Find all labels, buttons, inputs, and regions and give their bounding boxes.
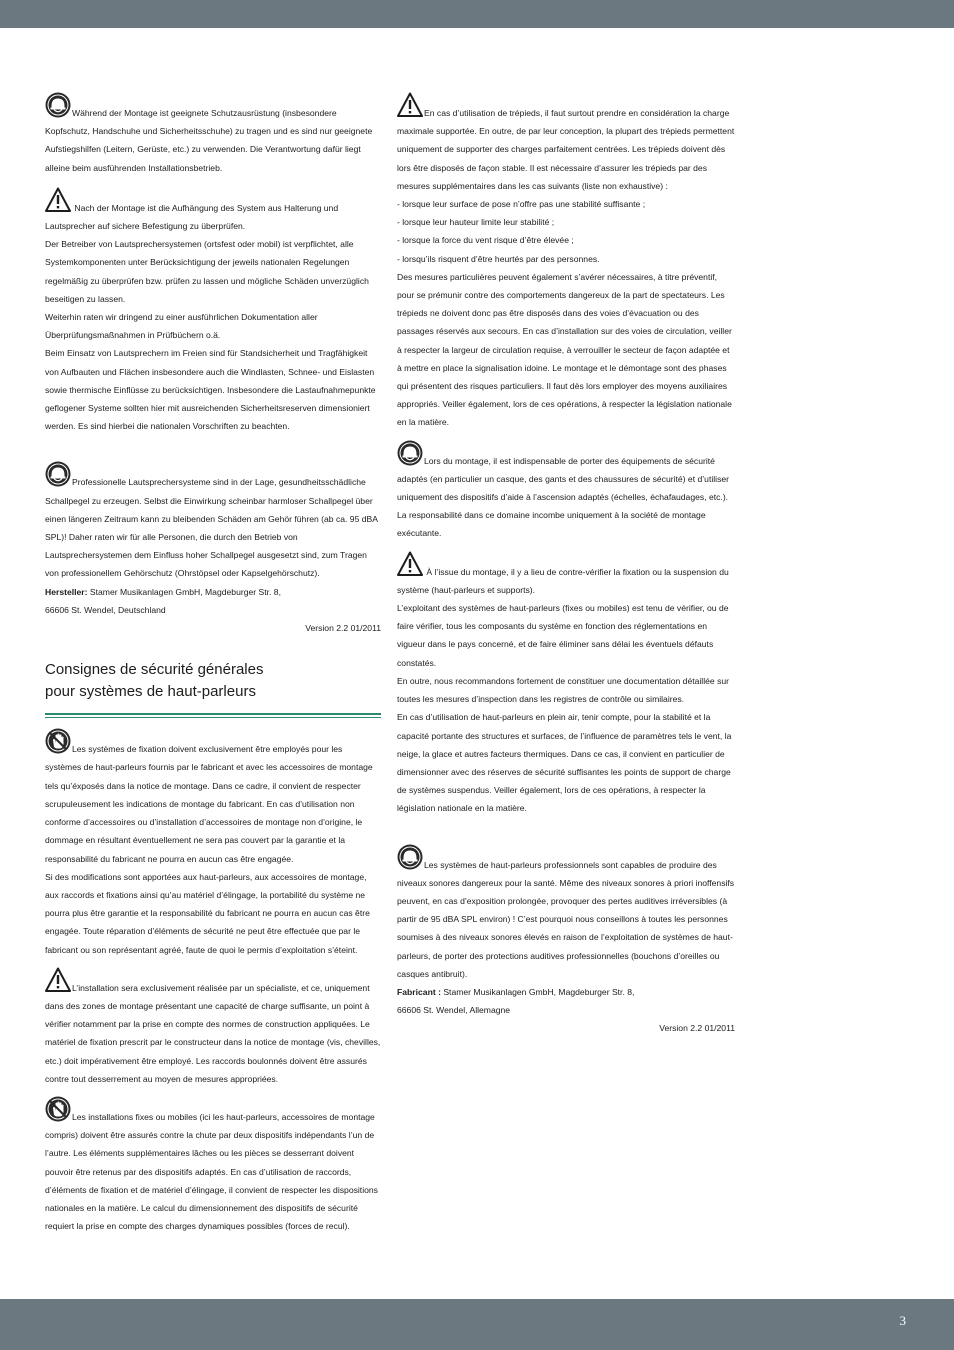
fr-tripod-list-item-3: - lorsque la force du vent risque d’être élevée ; [397, 235, 574, 246]
fr-fall-protection-text: Les installations fixes ou mobiles (ici les haut-parleurs, accessoires de montage compris) doivent être assurés contre la chute par deux dispositifs indépendants l’un de l’autre. Les éléments supplémentaires lâches ou les pièces se desserrant doivent pouvoir être retenus par des dispositifs adaptés. En cas d’utilisation de raccords, d’éléments de fixation et de matériel d’élingage, il convient de respecter les dispositions nationales en la matière. Le calcul du dimensionnement des dispositifs de sécurité requiert la prise en compte des charges dynamiques possibles (forces de recul). [45, 1111, 378, 1232]
warning-triangle-icon [45, 967, 71, 993]
fr-inspection-text-4: En cas d’utilisation de haut-parleurs en plein air, tenir compte, pour la stabilité et la capacité portante des structures et surfaces, de l’influence de paramètres tels le vent, la neige, la glace et autres facteurs thermiques. Dans ce cas, il convient en particulier de dimensionner avec des réserves de sécurité suffisantes les points de support de charge de systèmes suspendus. Veiller également, lors de ces opérations, à respecter la législation nationale en la matière. [397, 712, 732, 814]
heading-line-2: pour systèmes de haut-parleurs [45, 683, 256, 701]
fr-tripod-list-item-2: - lorsque leur hauteur limite leur stabilité ; [397, 217, 555, 228]
fr-fixing-text-2: Si des modifications sont apportées aux haut-parleurs, aux accessoires de montage, aux raccords et fixations ainsi qu’au matériel d’élingage, la portabilité du système ne pourra plus être garantie et la responsabilité du fabricant ne pourra en aucun cas être engagée. Toute réparation d’éléments de sécurité ne peut être effectuée que par le fabricant ou son représentant agréé, faute de quoi le permis d’exploitation s’éteint. [45, 871, 370, 955]
helmet-ppe-icon [45, 461, 71, 487]
hand-stop-icon [45, 728, 71, 754]
fr-noise-text: Les systèmes de haut-parleurs professionnels sont capables de produire des niveaux sonores dangereux pour la santé. Même des niveaux sonores à priori inoffensifs peuvent, en cas d’exposition prolongée, provoquer des pertes auditives irréversibles (à partir de 95 dBA SPL environ) ! C’est pourquoi nous conseillons à toutes les personnes soumises à des niveaux sonores élevés en raison de l’exploitation de systèmes de haut-parleurs, de porter des protections auditives professionnelles (bouchons d’oreilles ou casques antibruit). [397, 859, 735, 979]
manufacturer-name: Stamer Musikanlagen GmbH, Magdeburger Str. 8, [89, 586, 281, 597]
warning-triangle-icon [45, 187, 71, 213]
de-inspection-text-1: Nach der Montage ist die Aufhängung des System aus Halterung und Lautsprecher auf sichere Befestigung zu überprüfen. [45, 202, 339, 232]
warning-triangle-icon [397, 92, 423, 118]
fr-tripod-text-2: Des mesures particulières peuvent également s’avérer nécessaires, à titre préventif, pour se prémunir contre des comportements dangereux de la part de spectateurs. Les trépieds ne doivent donc pas être disposés dans des voies d’évacuation ou des passages réservés aux secours. En cas d’installation sur des voies de circulation, veiller à respecter la largeur de circulation requise, à verrouiller le secteur de façon adaptée et à mettre en place la signalisation idoine. Le montage et le démontage sont des phases qui présentent des risques particuliers. Il faut dès lors employer des moyens auxiliaires appropriés. Veiller également, lors de ces opérations, à respecter la législation nationale en la matière. [397, 271, 732, 428]
de-noise-block [45, 461, 381, 637]
fr-inspection-block [397, 551, 735, 818]
fr-installation-block [45, 967, 381, 1088]
fr-ppe-block [397, 440, 735, 543]
fr-tripod-list-item-4: - lorsqu’ils risquent d’être heurtés par des personnes. [397, 253, 600, 264]
manufacturer-label: Hersteller: [45, 586, 88, 597]
manufacturer-address: 66606 St. Wendel, Deutschland [45, 604, 166, 615]
warning-triangle-icon [397, 551, 423, 577]
fr-tripod-list-item-1: - lorsque leur surface de pose n’offre pas une stabilité suffisante ; [397, 199, 646, 210]
fr-fixing-block [45, 728, 381, 958]
heading-rule [45, 713, 381, 715]
fr-inspection-text-3: En outre, nous recommandons fortement de constituer une documentation détaillée sur toutes les mesures d’inspection dans les registres de contrôle ou similaires. [397, 675, 730, 705]
fr-fall-protection-block [45, 1096, 381, 1235]
heading-rule-thin [45, 717, 381, 718]
de-inspection-text-2: Der Betreiber von Lautsprechersystemen (ortsfest oder mobil) ist verpflichtet, alle Systemkomponenten unter Berücksichtigung der jeweils nationalen Regelungen regelmäßig zu überprüfen bzw. prüfen zu lassen und mögliche Schäden unverzüglich beseitigen zu lassen. [45, 239, 369, 304]
fr-tripod-text-1: En cas d’utilisation de trépieds, il faut surtout prendre en considération la charge maximale supportée. En outre, de par leur conception, la plupart des trépieds permettent uniquement de supporter des charges parfaitement centrées. Les trépieds doivent dès lors être disposés de façon stable. Il est nécessaire d’assurer les trépieds par des mesures supplémentaires dans les cas suivants (liste non exhaustive) : [397, 108, 735, 191]
de-ppe-text: Während der Montage ist geeignete Schutzausrüstung (insbesondere Kopfschutz, Handschuhe und Sicherheitsschuhe) zu tragen und es sind nur geeignete Aufstiegshilfen (Leitern, Gerüste, etc.) zu verwenden. Die Verantwortung dafür liegt alleine beim ausführenden Installationsbetrieb. [45, 108, 373, 173]
top-bar [0, 0, 954, 28]
right-column [397, 92, 735, 1038]
bottom-bar [0, 1299, 954, 1350]
page-number: 3 [899, 1313, 906, 1328]
helmet-ppe-icon [397, 844, 423, 870]
fr-fixing-text-1: Les systèmes de fixation doivent exclusivement être employés pour les systèmes de haut-parleurs fournis par le fabricant et avec les accessoires de montage tels qu’éxposés dans la notice de montage. Dans ce cadre, il convient de respecter scrupuleusement les indications de montage du fabricant. En cas d’utilisation non conforme d’accessoires ou d’installation d’accessoires de montage non d’origine, le dommage en résultant éventuellement ne sera pas couvert par la garantie et la responsabilité du fabricant ne pourra en aucun cas être engagée. [45, 744, 373, 864]
de-inspection-text-4: Beim Einsatz von Lautsprechern im Freien sind für Standsicherheit und Tragfähigkeit von Aufbauten und Flächen insbesondere auch die Windlasten, Schnee- und Eislasten sowie thermische Einflüsse zu berücksichtigen. Insbesondere die Lastaufnahmepunkte geflogener Systeme sollten hier mit ausreichenden Sicherheitsreserven dimensioniert werden. Es sind hierbei die nationalen Vorschriften zu beachten. [45, 348, 376, 432]
manufacturer-label: Fabricant : [397, 986, 441, 997]
left-column [45, 92, 381, 1235]
heading-line-1: Consignes de sécurité générales [45, 661, 264, 679]
de-inspection-block [45, 187, 381, 436]
fr-noise-block [397, 844, 735, 1038]
de-inspection-text-3: Weiterhin raten wir dringend zu einer ausführlichen Dokumentation aller Überprüfungsmaßnahmen in Prüfbüchern o.ä. [45, 312, 318, 341]
de-ppe-block [45, 92, 381, 177]
version-label: Version 2.2 01/2011 [305, 623, 381, 634]
helmet-ppe-icon [45, 92, 71, 118]
helmet-ppe-icon [397, 440, 423, 466]
manufacturer-address: 66606 St. Wendel, Allemagne [397, 1005, 511, 1016]
fr-inspection-text-1: À l’issue du montage, il y a lieu de contre-vérifier la fixation ou la suspension du système (haut-parleurs et supports). [397, 566, 729, 595]
fr-tripod-block [397, 92, 735, 432]
hand-stop-icon [45, 1096, 71, 1122]
fr-installation-text: L’installation sera exclusivement réalisée par un spécialiste, et ce, uniquement dans des zones de montage présentant une capacité de charge suffisante, un point à vérifier notamment par la prise en compte des normes de construction appliquées. Le matériel de fixation prescrit par le constructeur dans la notice de montage (vis, chevilles, etc.) doit impérativement être employé. Les raccords boulonnés doivent être assurés contre tout desserrement au moyen de mesures appropriées. [45, 982, 381, 1084]
de-noise-text: Professionelle Lautsprechersysteme sind in der Lage, gesundheitsschädliche Schallpegel zu erzeugen. Selbst die Einwirkung scheinbar harmloser Schallpegel über einen längeren Zeitraum kann zu bleibenden Schäden am Gehör führen (ab ca. 95 dBA SPL)! Daher raten wir für alle Personen, die durch den Betrieb von Lautsprechersystemen dem Einfluss hoher Schallpegel ausgesetzt sind, zum Tragen von professionellem Gehörschutz (Ohrstöpsel oder Kapselgehörschutz). [45, 477, 378, 579]
manufacturer-name: Stamer Musikanlagen GmbH, Magdeburger Str. 8, [443, 986, 635, 997]
fr-inspection-text-2: L’exploitant des systèmes de haut-parleurs (fixes ou mobiles) est tenu de vérifier, ou de faire vérifier, tous les composants du système en fonction des réglementations en vigueur dans le pays concerné, et de faire éliminer sans délai les éventuels défauts constatés. [397, 603, 729, 668]
section-heading [45, 659, 381, 718]
version-label: Version 2.2 01/2011 [659, 1023, 735, 1034]
fr-ppe-text: Lors du montage, il est indispensable de porter des équipements de sécurité adaptés (en particulier un casque, des gants et des chaussures de sécurité) et d’utiliser uniquement des dispositifs d’aide à l’ascension adaptés (échelles, échafaudages, etc.). La responsabilité dans ce domaine incombe uniquement à la société de montage exécutante. [397, 455, 730, 539]
